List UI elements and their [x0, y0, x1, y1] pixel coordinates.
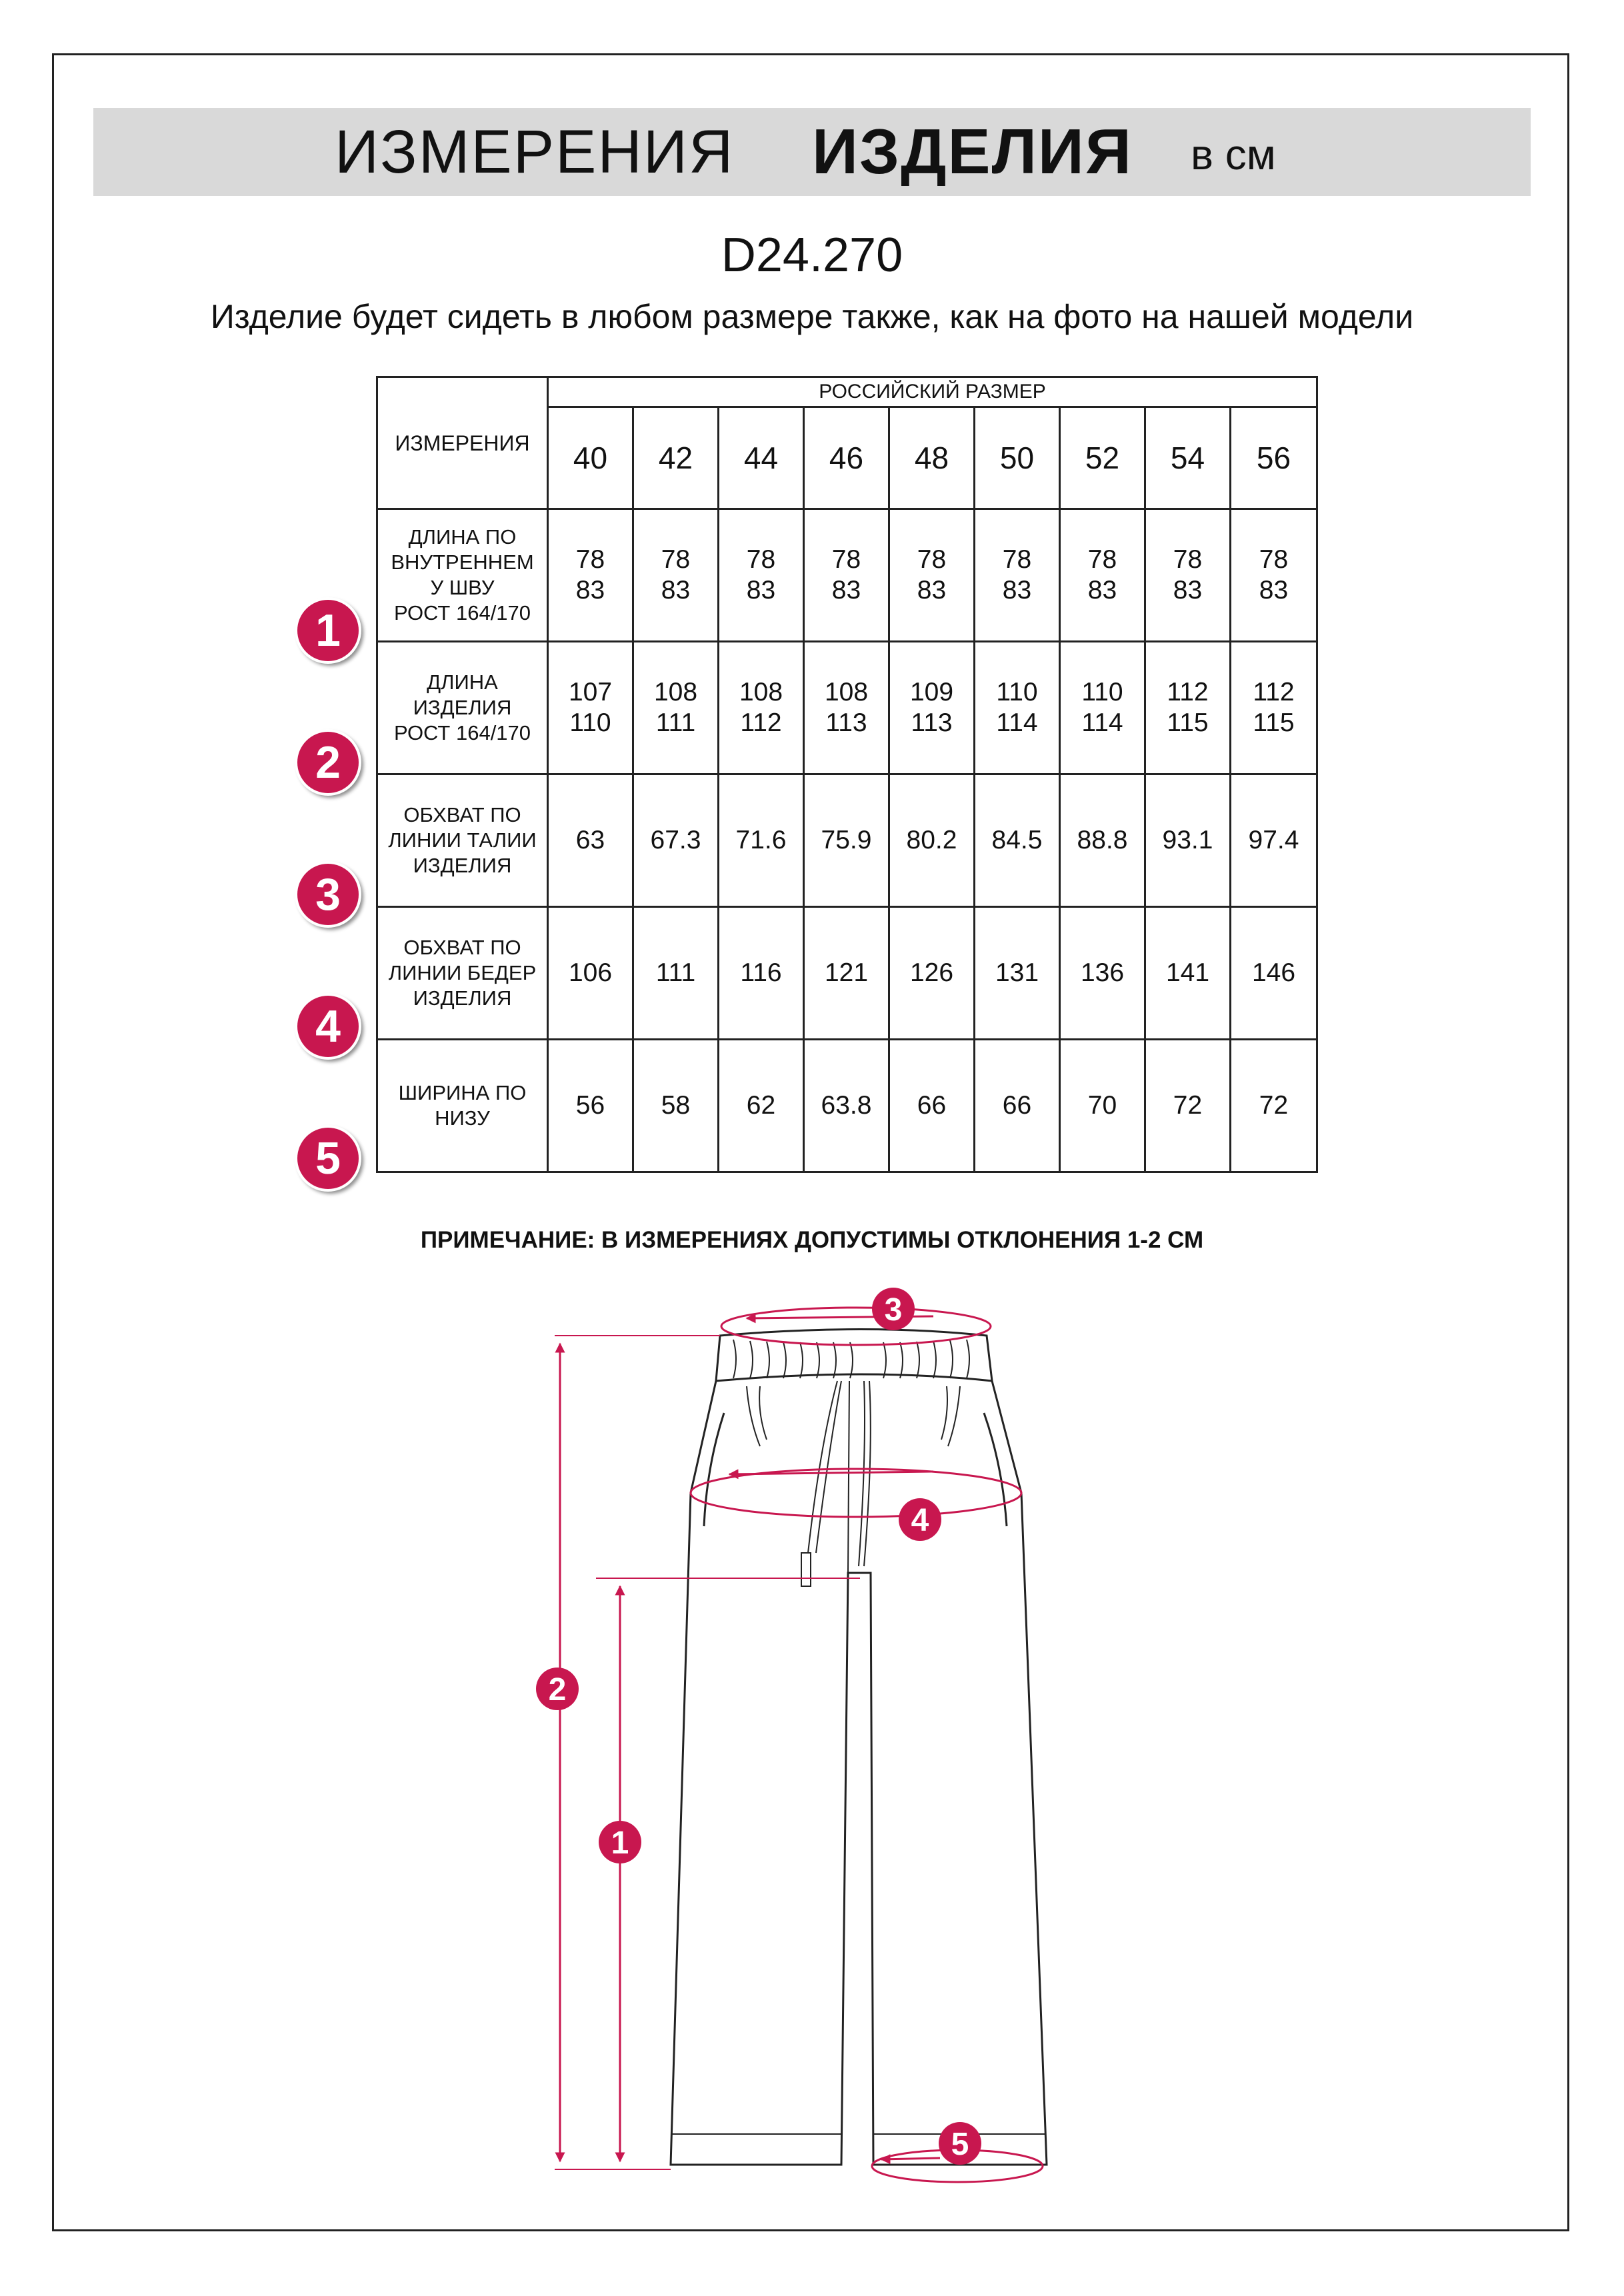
cell-value: 78: [1173, 545, 1203, 574]
cell-value: 108: [653, 678, 698, 706]
diagram-marker-5: [939, 2122, 981, 2165]
cell-value: 58: [661, 1091, 691, 1120]
cell-value: 83: [831, 576, 861, 604]
svg-text:1: 1: [611, 1825, 629, 1861]
size-header-cell: 54: [1145, 407, 1231, 509]
cell-value: 112: [1167, 678, 1209, 706]
cell-value: 136: [1080, 958, 1125, 987]
row-label-line: ИЗДЕЛИЯ: [413, 696, 512, 719]
row-label-line: ШИРИНА ПО: [398, 1081, 527, 1104]
row-label-line: ИЗДЕЛИЯ: [413, 986, 512, 1010]
cell-value: 112: [740, 708, 782, 737]
diagram-markers: [536, 1288, 981, 2165]
title-product: ИЗДЕЛИЯ: [812, 116, 1133, 187]
size-header-cell: 50: [975, 407, 1060, 509]
row-label-line: ДЛИНА: [427, 670, 498, 694]
svg-text:3: 3: [884, 1292, 903, 1328]
cell-value: 66: [1002, 1091, 1032, 1120]
fit-subtitle: Изделие будет сидеть в любом размере также, как на фото на нашей модели: [210, 298, 1414, 335]
title-measurements: ИЗМЕРЕНИЯ: [335, 118, 735, 186]
cell-value: 97.4: [1248, 826, 1299, 854]
cell-value: 131: [995, 958, 1039, 987]
cell-value: 121: [824, 958, 869, 987]
cell-value: 63.8: [821, 1091, 872, 1120]
row-label-line: ДЛИНА ПО: [408, 525, 517, 549]
cell-value: 107: [568, 678, 613, 706]
cell-value: 80.2: [906, 826, 957, 854]
cell-value: 56: [575, 1091, 605, 1120]
size-header-cell: 42: [633, 407, 719, 509]
diagram-marker-4: [899, 1498, 941, 1541]
cell-value: 83: [661, 576, 691, 604]
size-header-cell: 40: [548, 407, 633, 509]
cell-value: 83: [575, 576, 605, 604]
cell-value: 110: [1081, 678, 1123, 706]
cell-value: 113: [911, 708, 953, 737]
cell-value: 78: [1259, 545, 1289, 574]
size-header-cell: 44: [719, 407, 804, 509]
cell-value: 78: [831, 545, 861, 574]
row-number-badge: 4: [297, 996, 359, 1057]
cell-value: 113: [825, 708, 867, 737]
cell-value: 62: [746, 1091, 776, 1120]
size-header-cell: 46: [804, 407, 889, 509]
cell-value: 115: [1253, 708, 1295, 737]
row-label-line: РОСТ 164/170: [393, 601, 531, 624]
cell-value: 72: [1173, 1091, 1203, 1120]
cell-value: 70: [1087, 1091, 1117, 1120]
cell-value: 114: [1081, 708, 1123, 737]
cell-value: 78: [661, 545, 691, 574]
cell-value: 111: [655, 958, 696, 987]
cell-value: 78: [1002, 545, 1032, 574]
measurement-lines: [555, 1308, 1043, 2182]
row-label-line: ИЗДЕЛИЯ: [413, 854, 512, 877]
cell-value: 83: [746, 576, 776, 604]
row-label-line: НИЗУ: [435, 1106, 490, 1130]
cell-value: 115: [1167, 708, 1209, 737]
deviation-note: ПРИМЕЧАНИЕ: В ИЗМЕРЕНИЯХ ДОПУСТИМЫ ОТКЛОНЕНИЯ 1-2 СМ: [420, 1227, 1204, 1253]
cell-value: 71.6: [735, 826, 787, 854]
cell-value: 141: [1165, 958, 1210, 987]
cell-value: 111: [655, 708, 696, 737]
cell-value: 84.5: [991, 826, 1043, 854]
cell-value: 112: [1253, 678, 1295, 706]
cell-value: 83: [1087, 576, 1117, 604]
cell-value: 116: [740, 958, 782, 987]
row-number-badge: 1: [297, 600, 359, 661]
diagram-marker-3: [872, 1288, 915, 1330]
cell-value: 66: [917, 1091, 947, 1120]
row-label-line: ЛИНИИ ТАЛИИ: [388, 828, 537, 852]
cell-value: 109: [909, 678, 954, 706]
cell-value: 67.3: [650, 826, 701, 854]
svg-text:5: 5: [951, 2127, 969, 2162]
cell-value: 106: [568, 958, 613, 987]
cell-value: 110: [996, 678, 1038, 706]
cell-value: 83: [1002, 576, 1032, 604]
size-header-cell: 52: [1060, 407, 1145, 509]
cell-value: 78: [575, 545, 605, 574]
cell-value: 83: [1259, 576, 1289, 604]
title-unit: в см: [1191, 131, 1276, 179]
cell-value: 93.1: [1162, 826, 1213, 854]
diagram-marker-1: [599, 1821, 641, 1863]
cell-value: 78: [746, 545, 776, 574]
cell-value: 108: [739, 678, 783, 706]
cell-value: 126: [909, 958, 954, 987]
cell-value: 146: [1251, 958, 1296, 987]
cell-value: 83: [917, 576, 947, 604]
cell-value: 72: [1259, 1091, 1289, 1120]
cell-value: 75.9: [821, 826, 872, 854]
cell-value: 63: [575, 826, 605, 854]
cell-value: 108: [824, 678, 869, 706]
article-code: D24.270: [721, 229, 903, 282]
cell-value: 78: [917, 545, 947, 574]
row-label-line: У ШВУ: [430, 576, 495, 599]
cell-value: 83: [1173, 576, 1203, 604]
size-header-cell: 48: [889, 407, 975, 509]
row-number-badge: 3: [297, 864, 359, 925]
row-number-badge: 5: [297, 1128, 359, 1189]
diagram-marker-2: [536, 1668, 579, 1710]
svg-text:2: 2: [548, 1672, 567, 1708]
size-header-cell: 56: [1231, 407, 1317, 509]
cell-value: 78: [1087, 545, 1117, 574]
row-label-line: ЛИНИИ БЕДЕР: [388, 961, 537, 984]
row-label-line: ОБХВАТ ПО: [403, 803, 521, 826]
row-label-line: ОБХВАТ ПО: [403, 936, 521, 959]
row-label-line: РОСТ 164/170: [393, 721, 531, 744]
row-label-line: ВНУТРЕННЕМ: [391, 551, 534, 574]
svg-text:4: 4: [911, 1503, 929, 1538]
measure-header: ИЗМЕРЕНИЯ: [377, 377, 548, 509]
size-group-header: РОССИЙСКИЙ РАЗМЕР: [548, 377, 1317, 407]
cell-value: 88.8: [1077, 826, 1128, 854]
cell-value: 110: [569, 708, 611, 737]
row-number-badge: 2: [297, 732, 359, 793]
pants-outline: [671, 1330, 1047, 2165]
cell-value: 114: [996, 708, 1038, 737]
